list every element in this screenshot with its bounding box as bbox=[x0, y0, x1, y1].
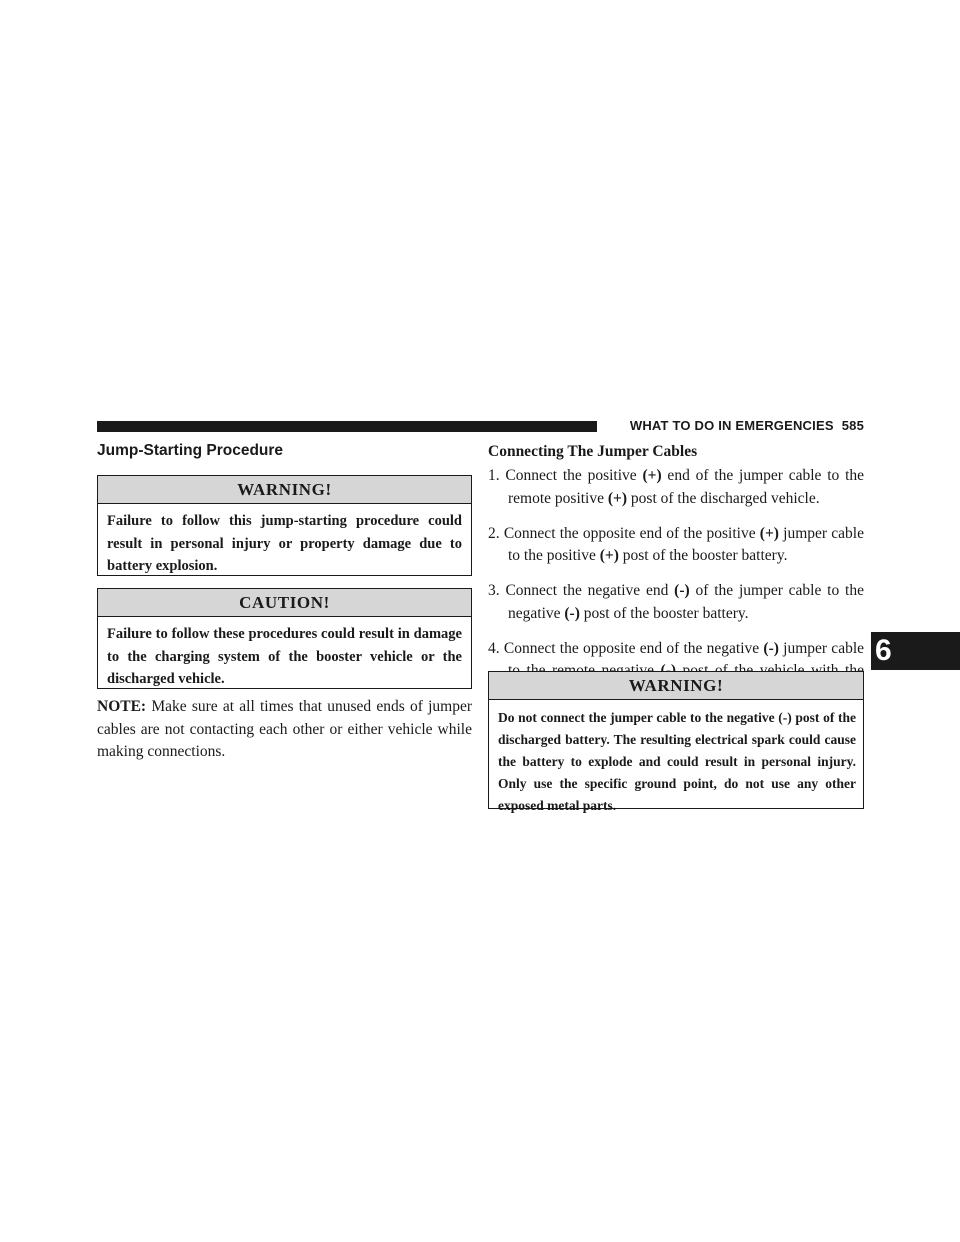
running-header bbox=[606, 418, 864, 433]
warning-text: Failure to follow this jump-starting procedure could result in personal injury or property damage due to battery explosion. bbox=[107, 513, 462, 574]
polarity-symbol: (-) bbox=[564, 604, 580, 622]
polarity-symbol: (-) bbox=[674, 582, 690, 599]
step-number: 1. bbox=[488, 467, 500, 484]
step-text: Connect the positive bbox=[505, 467, 643, 484]
page-number: 585 bbox=[841, 418, 864, 433]
step-item bbox=[488, 580, 864, 625]
note-text: Make sure at all times that unused ends of jumper cables are not contacting each other or either vehicle while making connections. bbox=[97, 698, 472, 760]
warning-box-ground bbox=[488, 671, 864, 813]
step-item bbox=[488, 465, 864, 510]
caution-title: CAUTION! bbox=[98, 589, 471, 617]
note-paragraph bbox=[97, 696, 472, 764]
step-text: post of the booster battery. bbox=[618, 547, 788, 564]
caution-box bbox=[97, 588, 472, 689]
section-title: Jump-Starting Procedure bbox=[97, 442, 284, 459]
header-rule bbox=[97, 421, 597, 432]
warning-box bbox=[97, 475, 472, 576]
chapter-title: WHAT TO DO IN EMERGENCIES bbox=[629, 418, 834, 433]
step-text: end of the jumper cable to the remote positive bbox=[508, 467, 865, 507]
polarity-symbol: (+) bbox=[759, 524, 779, 542]
step-text: Connect the opposite end of the positive bbox=[503, 524, 760, 542]
subsection-title: Connecting The Jumper Cables bbox=[488, 443, 698, 460]
chapter-tab: 6 bbox=[871, 632, 960, 670]
warning-title: WARNING! bbox=[98, 476, 471, 504]
polarity-symbol: (+) bbox=[607, 489, 628, 507]
note-label: NOTE: bbox=[97, 698, 147, 715]
step-number: 2. bbox=[488, 524, 500, 542]
step-text: of the jumper cable to the negative bbox=[508, 582, 864, 622]
warning-title: WARNING! bbox=[489, 672, 863, 700]
polarity-symbol: (+) bbox=[642, 467, 662, 484]
warning-text: Do not connect the jumper cable to the negative (-) post of the discharged battery. The resulting electrical spark could cause the battery to explode and could result in personal injury. Only use the specific ground point, do not use any other exposed metal parts. bbox=[498, 710, 856, 813]
polarity-symbol: (+) bbox=[599, 547, 619, 564]
step-text: jumper cable to the positive bbox=[508, 524, 864, 564]
polarity-symbol: (-) bbox=[763, 639, 779, 657]
step-text: Connect the opposite end of the negative bbox=[503, 639, 764, 657]
step-number: 4. bbox=[488, 639, 500, 657]
step-item bbox=[488, 523, 864, 568]
step-text: post of the booster battery. bbox=[579, 604, 749, 622]
step-text: jumper cable bbox=[783, 639, 865, 657]
step-text: post of the discharged vehicle. bbox=[627, 489, 820, 507]
caution-text: Failure to follow these procedures could result in damage to the charging system of the booster vehicle or the discharged vehicle. bbox=[107, 626, 462, 687]
step-text: Connect the negative end bbox=[505, 582, 675, 599]
step-number: 3. bbox=[488, 582, 500, 599]
